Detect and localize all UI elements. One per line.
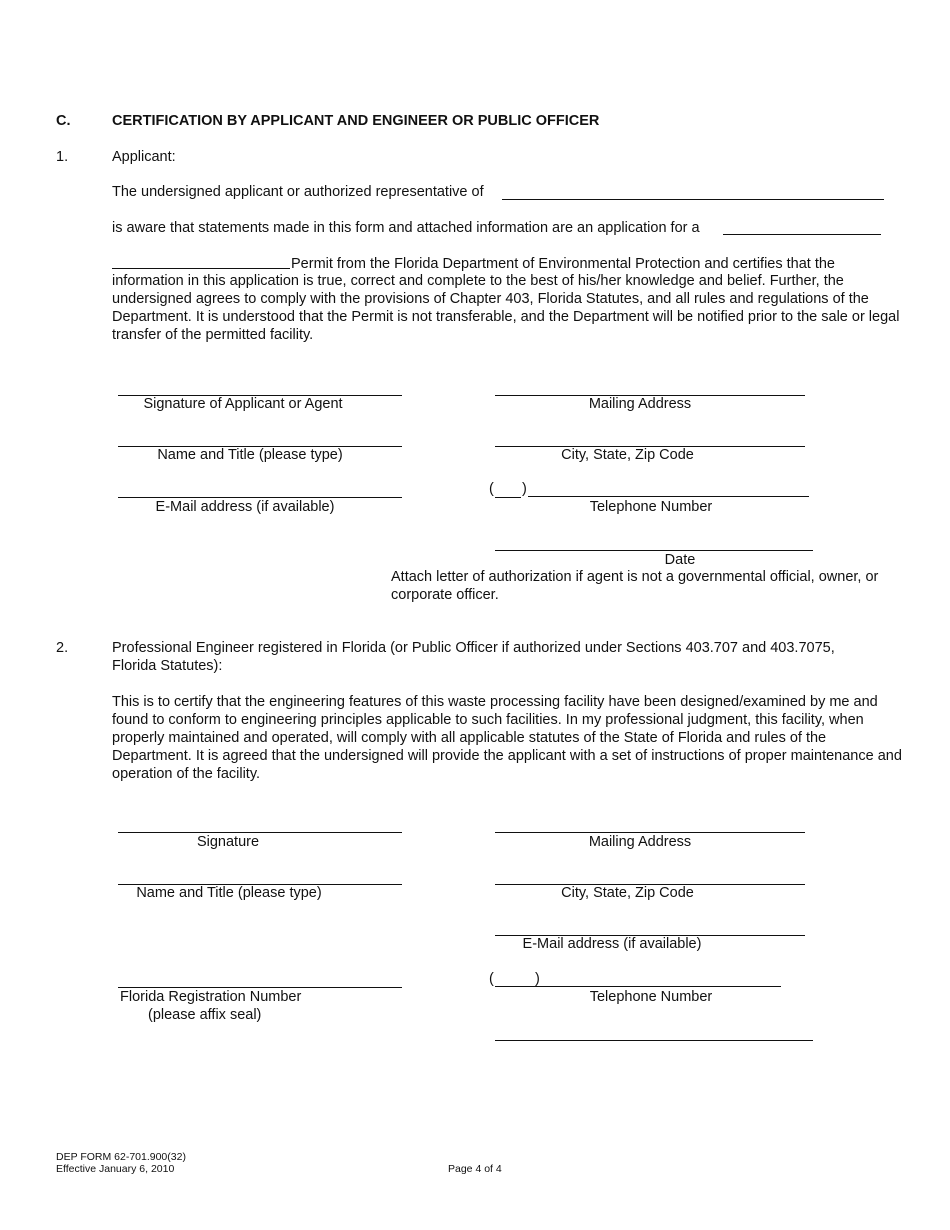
organization-field[interactable] [502, 199, 884, 200]
applicant-email-label: E-Mail address (if available) [155, 499, 335, 515]
engineer-email-label: E-Mail address (if available) [522, 936, 702, 952]
engineer-city-label: City, State, Zip Code [561, 885, 694, 901]
engineer-number: 2. [56, 640, 69, 656]
applicant-heading: Applicant: [112, 149, 176, 165]
section-letter: C. [56, 113, 71, 129]
engineer-seal-label: (please affix seal) [148, 1007, 262, 1023]
applicant-line2: is aware that statements made in this form and attached information are an application for a [112, 220, 700, 236]
applicant-para-start: Permit from the Florida Department of Environmental Protection and certifies that the [291, 256, 835, 272]
footer-effective-date: Effective January 6, 2010 [56, 1163, 175, 1175]
engineer-mailing-label: Mailing Address [588, 834, 692, 850]
engineer-phone-paren-open: ( [489, 971, 494, 987]
applicant-paragraph: information in this application is true, correct and complete to the best of his/her knowledge and belief. Further, the undersigned agrees to comply with the provisions of Chapter 403, Florida Statutes, and all rules and regulations of the Department. It is understood that the Permit is not transferable, and the Department will be notified prior to the sale or legal transfer of the permitted facility. [112, 273, 900, 343]
applicant-name-label: Name and Title (please type) [157, 447, 343, 463]
permit-type-field[interactable] [723, 234, 881, 235]
applicant-phone-paren-open: ( [489, 481, 494, 497]
attach-note: Attach letter of authorization if agent is not a governmental official, owner, or corporate officer. [391, 569, 879, 603]
engineer-date-field[interactable] [495, 1040, 813, 1041]
applicant-date-label: Date [664, 552, 696, 568]
applicant-city-label: City, State, Zip Code [561, 447, 694, 463]
applicant-mailing-label: Mailing Address [588, 396, 692, 412]
engineer-telephone-label: Telephone Number [589, 989, 713, 1005]
applicant-line1: The undersigned applicant or authorized representative of [112, 184, 484, 200]
footer-page-number: Page 4 of 4 [448, 1163, 502, 1175]
engineer-registration-label: Florida Registration Number [120, 989, 302, 1005]
applicant-number: 1. [56, 149, 69, 165]
applicant-telephone-label: Telephone Number [589, 499, 713, 515]
section-title: CERTIFICATION BY APPLICANT AND ENGINEER OR PUBLIC OFFICER [112, 113, 600, 129]
footer-form-number: DEP FORM 62-701.900(32) [56, 1151, 186, 1163]
engineer-paragraph: This is to certify that the engineering features of this waste processing facility have been designed/examined by me and found to conform to engineering principles applicable to such facilities. In my professional judgment, this facility, when properly maintained and operated, will comply with all applicable statutes of the State of Florida and rules of the Department. It is agreed that the undersigned will provide the applicant with a set of instructions of proper maintenance and operation of the facility. [112, 694, 902, 782]
applicant-phone-field[interactable] [528, 496, 809, 497]
permit-type-field-2[interactable] [112, 268, 290, 269]
applicant-phone-paren-close: ) [522, 481, 527, 497]
applicant-signature-label: Signature of Applicant or Agent [143, 396, 343, 412]
engineer-signature-label: Signature [196, 834, 260, 850]
engineer-name-label: Name and Title (please type) [136, 885, 322, 901]
engineer-heading: Professional Engineer registered in Florida (or Public Officer if authorized under Sections 403.707 and 403.7075, Florida Statutes): [112, 640, 835, 674]
engineer-phone-paren-close: ) [535, 971, 540, 987]
